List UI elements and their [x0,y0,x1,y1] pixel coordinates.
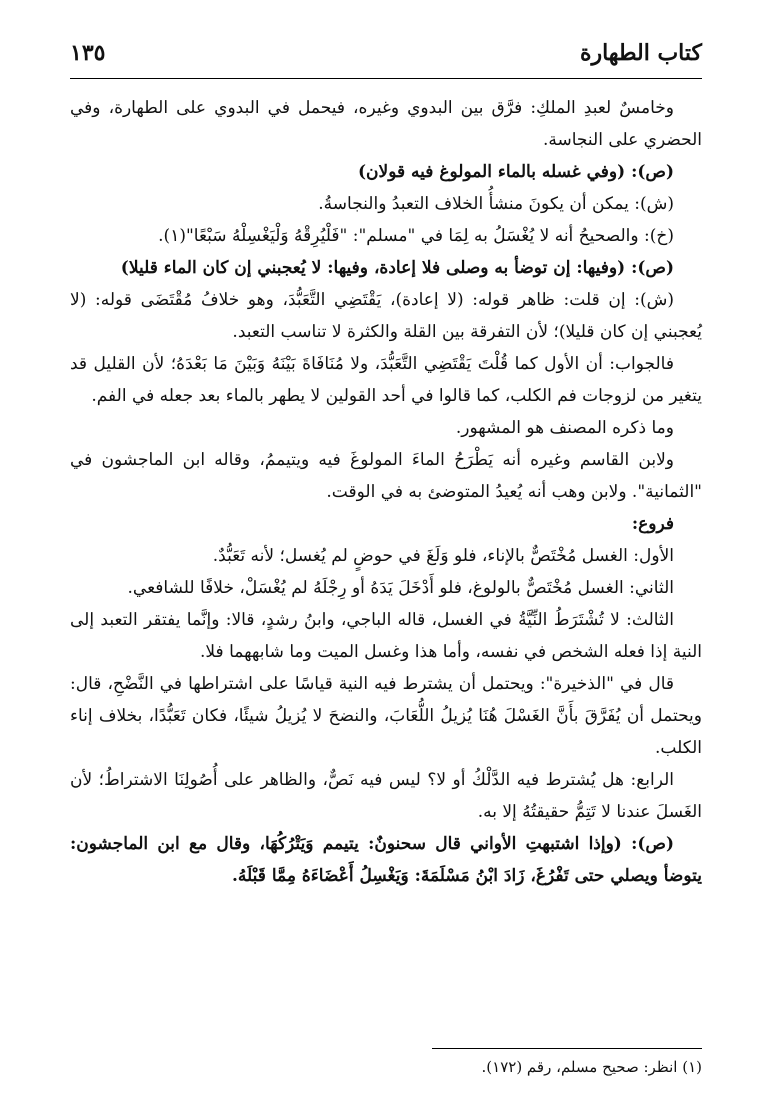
paragraph-3: (ش): يمكن أن يكونَ منشأُ الخلاف التعبدُ والنجاسةُ. [318,194,674,214]
paragraph-4: (خ): والصحيحُ أنه لا يُغْسَلُ به لِمَا في "مسلم": "فَلْيُرِقْهُ وَلْيَغْسِلْهُ سَبْعًا"(١). [158,226,674,246]
paragraph-16: (ص): (وإذا اشتبهتِ الأواني قال سحنونٌ: يتيمم وَيَتْرُكُهَا، وقال مع ابن الماجشون: يتوضأ ويصلي حتى تَفْرُغَ، زَادَ ابْنُ مَسْلَمَةَ: وَيَغْسِلُ أَعْضَاءَهُ مِمَّا قَبْلَهُ. [70,834,702,886]
paragraph-5: (ص): (وفيها: إن توضأ به وصلى فلا إعادة، وفيها: لا يُعجبني إن كان الماء قليلا) [120,258,674,278]
paragraph-8: وما ذكره المصنف هو المشهور. [455,418,674,438]
footnote: (١) انظر: صحيح مسلم، رقم (١٧٢). [481,1058,702,1076]
body-text [70,92,702,892]
paragraph-14: قال في "الذخيرة": ويحتمل أن يشترط فيه النية قياسًا على اشتراطها في النَّضْحِ، قال: ويحتمل أن يُفَرَّقَ بأَنَّ الغَسْلَ هُنَا يُزيلُ اللُّعَابَ، والنضحَ لا يُزيلُ شيئًا، فكان تَعَبُّدًا، بخلاف إناء الكلب. [70,674,702,758]
paragraph-1: وخامسٌ لعبدِ الملكِ: فرَّق بين البدوي وغيره، فيحمل في البدوي على الطهارة، وفي الحضري على النجاسة. [70,98,702,150]
document-page [70,40,702,1080]
paragraph-11: الأول: الغسل مُخْتَصٌّ بالإناء، فلو وَلَغَ في حوضٍ لم يُغسل؛ لأنه تَعَبُّدٌ. [212,546,674,566]
section-heading-furu: فروع: [631,514,674,534]
running-header [70,40,702,76]
paragraph-7: فالجواب: أن الأول كما قُلْتَ يَقْتَضِي التَّعَبُّدَ، ولا مُنَافَاةَ بَيْنَهُ وَبَيْنَ مَا بَعْدَهُ؛ لأن القليل قد يتغير من لزوجات فم الكلب، كما قالوا في أحد القولين لا يطهر بالماء بعد جعله في الفم. [70,354,702,406]
page-number: ١٣٥ [70,40,106,66]
paragraph-13: الثالث: لا تُشْتَرَطُ النِّيَّةُ في الغسل، قاله الباجي، وابنُ رشدٍ، قالا: وإنَّما يفتقر التعبد إلى النية إذا فعله الشخص في نفسه، وأما هذا وغسل الميت وما شابههما فلا. [70,610,702,662]
footnote-rule [432,1048,702,1049]
header-rule [70,78,702,79]
book-title: كتاب الطهارة [579,40,702,66]
paragraph-6: (ش): إن قلت: ظاهر قوله: (لا إعادة)، يَقْتَضِي التَّعَبُّدَ، وهو خلافُ مُقْتَضَى قوله: (لا يُعجبني إن كان قليلا)؛ لأن التفرقة بين القلة والكثرة لا تناسب التعبد. [70,290,702,342]
paragraph-12: الثاني: الغسل مُخْتَصٌّ بالولوغ، فلو أَدْخَلَ يَدَهُ أو رِجْلَهُ لم يُغْسَلْ، خلافًا للشافعي. [127,578,674,598]
paragraph-15: الرابع: هل يُشترط فيه الدَّلْكُ أو لا؟ ليس فيه نَصٌّ، والظاهر على أُصُولِنَا الاشتراطُ؛ لأن الغَسلَ عندنا لا تَتِمُّ حقيقتُهُ إلا به. [70,770,702,822]
paragraph-2: (ص): (وفي غسله بالماء المولوغ فيه قولان) [358,162,674,182]
paragraph-9: ولابن القاسم وغيره أنه يَطْرَحُ الماءَ المولوغَ فيه ويتيممُ، وقاله ابن الماجشون في "الثمانية". ولابن وهب أنه يُعيدُ المتوضئ به في الوقت. [70,450,702,502]
